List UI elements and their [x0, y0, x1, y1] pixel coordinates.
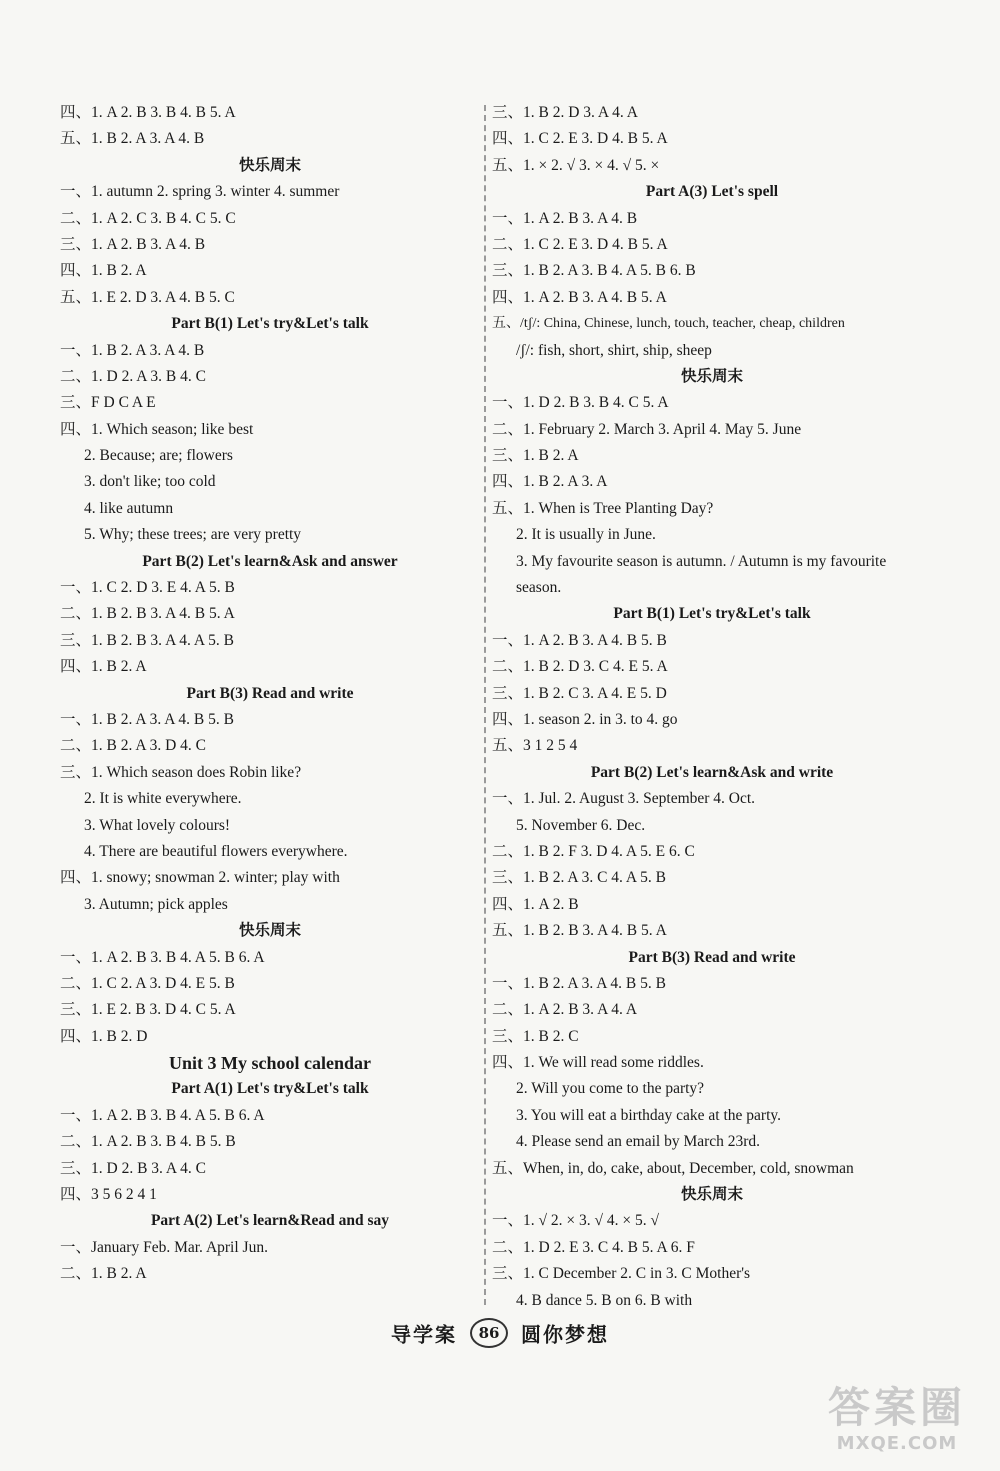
section-heading: 快乐周末 [680, 367, 743, 385]
answer-line-indented: 3. You will eat a birthday cake at the party. [516, 1106, 782, 1124]
answer-line: 一、1. A 2. B 3. B 4. A 5. B 6. A [60, 1106, 265, 1124]
answer-line: 三、1. B 2. C [492, 1027, 579, 1045]
answer-line-indented: 3. My favourite season is autumn. / Autumn is my favourite [516, 552, 887, 570]
answer-line-indented: 2. It is white everywhere. [84, 790, 242, 808]
answer-line: 四、1. B 2. A 3. A [492, 473, 608, 491]
answer-line: 三、1. C December 2. C in 3. C Mother's [492, 1265, 751, 1283]
answer-line: 五、1. E 2. D 3. A 4. B 5. C [60, 288, 235, 306]
answer-line: 一、1. A 2. B 3. B 4. A 5. B 6. A [60, 948, 265, 966]
answer-line: 一、1. Jul. 2. August 3. September 4. Oct. [492, 790, 756, 808]
watermark-logo-text: 答案圈 [827, 1383, 966, 1432]
answer-line: 一、1. B 2. A 3. A 4. B [60, 341, 205, 359]
answer-line-indented: 5. Why; these trees; are very pretty [84, 526, 302, 544]
answer-line: 四、1. C 2. E 3. D 4. B 5. A [492, 130, 668, 148]
section-heading: Part B(3) Read and write [186, 684, 354, 702]
answer-line: 三、F D C A E [60, 394, 156, 412]
answer-line: 二、1. February 2. March 3. April 4. May 5. June [492, 420, 802, 438]
answer-line-indented: 2. It is usually in June. [516, 526, 656, 544]
answer-line-indented: /ʃ/: fish, short, shirt, ship, sheep [516, 341, 712, 359]
answer-line: 三、1. Which season does Robin like? [60, 763, 302, 781]
answer-line: 五、1. B 2. B 3. A 4. B 5. A [492, 922, 667, 940]
answer-line-indented: 3. don't like; too cold [84, 473, 216, 491]
left-column [60, 100, 480, 1288]
section-heading: Part B(2) Let's learn&Ask and answer [142, 552, 398, 570]
answer-line-indented: 2. Will you come to the party? [516, 1080, 705, 1098]
answer-line: 二、1. A 2. C 3. B 4. C 5. C [60, 209, 236, 227]
answer-line: 五、1. B 2. A 3. A 4. B [60, 130, 205, 148]
footer-brand-left: 导学案 [391, 1322, 458, 1347]
section-heading: Part B(3) Read and write [628, 948, 796, 966]
answer-line: 一、1. B 2. A 3. A 4. B 5. B [492, 974, 666, 992]
answer-line: 一、1. B 2. A 3. A 4. B 5. B [60, 710, 234, 728]
answer-line: 二、1. B 2. F 3. D 4. A 5. E 6. C [492, 842, 695, 860]
answer-line: 二、1. B 2. B 3. A 4. B 5. A [60, 605, 235, 623]
answer-line: 四、1. B 2. D [60, 1027, 148, 1045]
answer-line: 二、1. D 2. E 3. C 4. B 5. A 6. F [492, 1238, 695, 1256]
answer-line: 一、January Feb. Mar. April Jun. [60, 1238, 268, 1256]
section-heading: Part B(2) Let's learn&Ask and write [590, 763, 834, 781]
answer-line-indented: 4. B dance 5. B on 6. B with [516, 1291, 693, 1309]
section-heading: Part A(3) Let's spell [645, 183, 779, 201]
answer-line-indented: 3. What lovely colours! [84, 816, 231, 834]
answer-line: 四、1. snowy; snowman 2. winter; play with [60, 869, 340, 887]
answer-line: 四、1. A 2. B 3. A 4. B 5. A [492, 288, 667, 306]
answer-line: 四、1. We will read some riddles. [492, 1054, 704, 1072]
answer-line: 一、1. A 2. B 3. A 4. B 5. B [492, 631, 667, 649]
section-heading: Part B(1) Let's try&Let's talk [171, 315, 369, 333]
answer-line: 一、1. A 2. B 3. A 4. B [492, 209, 638, 227]
answer-line: 三、1. B 2. B 3. A 4. A 5. B [60, 631, 234, 649]
answer-line: 二、1. B 2. D 3. C 4. E 5. A [492, 658, 668, 676]
right-column [492, 100, 932, 1314]
answer-line: 二、1. B 2. A 3. D 4. C [60, 737, 206, 755]
answer-line: 二、1. B 2. A [60, 1265, 147, 1283]
page-number: 86 [470, 1318, 508, 1348]
answer-line: 五、/tʃ/: China, Chinese, lunch, touch, teacher, cheap, children [492, 316, 845, 332]
section-heading: Part B(1) Let's try&Let's talk [613, 605, 811, 623]
answer-line: 二、1. C 2. E 3. D 4. B 5. A [492, 235, 668, 253]
answer-line: 四、1. A 2. B [492, 895, 579, 913]
column-divider [484, 105, 486, 1305]
answer-line-indented: season. [516, 579, 562, 597]
answer-line: 四、1. B 2. A [60, 658, 147, 676]
answer-line-indented: 5. November 6. Dec. [516, 816, 646, 834]
answer-line: 一、1. D 2. B 3. B 4. C 5. A [492, 394, 669, 412]
answer-line: 三、1. B 2. D 3. A 4. A [492, 104, 638, 121]
answer-line: 三、1. B 2. A [492, 447, 579, 465]
answer-line: 三、1. B 2. A 3. B 4. A 5. B 6. B [492, 262, 696, 280]
answer-line: 一、1. √ 2. × 3. √ 4. × 5. √ [492, 1212, 660, 1230]
answer-line: 二、1. A 2. B 3. A 4. A [492, 1001, 638, 1019]
page-footer [0, 1318, 1000, 1348]
answer-line: 三、1. A 2. B 3. A 4. B [60, 235, 206, 253]
section-heading: Part A(1) Let's try&Let's talk [171, 1080, 369, 1098]
answer-line: 五、1. When is Tree Planting Day? [492, 499, 714, 517]
unit-title: Unit 3 My school calendar [169, 1053, 371, 1074]
answer-line: 四、1. A 2. B 3. B 4. B 5. A [60, 104, 236, 121]
answer-line: 五、When, in, do, cake, about, December, cold, snowman [492, 1159, 854, 1177]
answer-line: 二、1. C 2. A 3. D 4. E 5. B [60, 974, 235, 992]
answer-line: 三、1. B 2. A 3. C 4. A 5. B [492, 869, 666, 887]
answer-line-indented: 2. Because; are; flowers [84, 447, 233, 465]
answer-line: 五、1. × 2. √ 3. × 4. √ 5. × [492, 156, 660, 174]
answer-line: 二、1. D 2. A 3. B 4. C [60, 367, 206, 385]
watermark-url: MXQE.COM [836, 1433, 958, 1454]
answer-line: 三、1. D 2. B 3. A 4. C [60, 1159, 206, 1177]
answer-line-indented: 4. There are beautiful flowers everywhere. [84, 842, 348, 860]
answer-line: 二、1. A 2. B 3. B 4. B 5. B [60, 1133, 236, 1151]
answer-line: 三、1. E 2. B 3. D 4. C 5. A [60, 1001, 236, 1019]
section-heading: 快乐周末 [680, 1186, 743, 1204]
section-heading: 快乐周末 [238, 922, 301, 940]
answer-line: 三、1. B 2. C 3. A 4. E 5. D [492, 684, 667, 702]
answer-line: 一、1. autumn 2. spring 3. winter 4. summer [60, 183, 340, 201]
answer-line: 四、3 5 6 2 4 1 [60, 1186, 157, 1204]
answer-line-indented: 3. Autumn; pick apples [84, 895, 228, 913]
answer-line: 四、1. season 2. in 3. to 4. go [492, 710, 678, 728]
section-heading: Part A(2) Let's learn&Read and say [150, 1212, 390, 1230]
answer-line: 一、1. C 2. D 3. E 4. A 5. B [60, 579, 235, 597]
footer-brand-right: 圆你梦想 [520, 1322, 609, 1347]
watermark [812, 1383, 982, 1463]
answer-line-indented: 4. Please send an email by March 23rd. [516, 1133, 761, 1151]
answer-line: 四、1. B 2. A [60, 262, 147, 280]
section-heading: 快乐周末 [238, 156, 301, 174]
answer-line-indented: 4. like autumn [84, 499, 174, 517]
answer-line: 四、1. Which season; like best [60, 420, 254, 438]
answer-line: 五、3 1 2 5 4 [492, 737, 578, 755]
